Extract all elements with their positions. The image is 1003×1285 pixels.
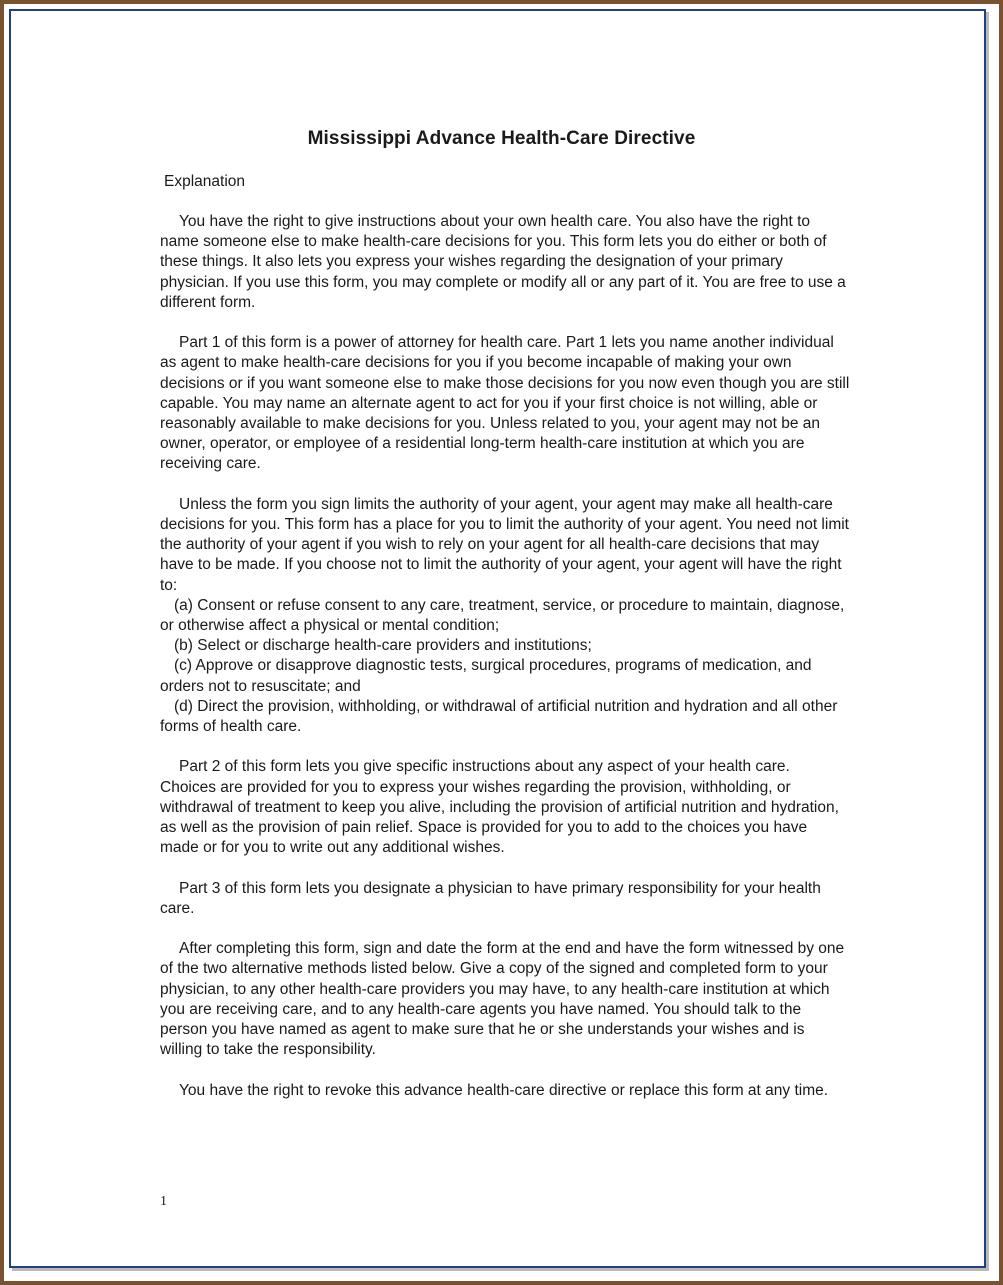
paragraph-agent-authority: Unless the form you sign limits the authority of your agent, your agent may make all health-care decisions for you. This form has a place for you to limit the authority of your agent. You need not limit the authority of your agent if you wish to rely on your agent for all health-care decisions that may have to be made. If you choose not to limit the authority of your agent, your agent will have the right to: bbox=[160, 495, 849, 594]
paragraph-part-3: Part 3 of this form lets you designate a physician to have primary responsibility for your health care. bbox=[160, 879, 821, 917]
agent-right-a: (a) Consent or refuse consent to any care, treatment, service, or procedure to maintain, diagnose, or otherwise affect a physical or mental condition; bbox=[160, 596, 845, 635]
paragraph-part-1: Part 1 of this form is a power of attorney for health care. Part 1 lets you name another individual as agent to make health-care decisions for you if you become incapable of making your own decisions or if you want someone else to make those decisions for you now even though you are still capable. You may name an alternate agent to act for you if your first choice is not willing, able or reasonably available to make decisions for you. Unless related to you, your agent may not be an owner, operator, or employee of a residential long-term health-care institution at which you are receiving care. bbox=[160, 334, 850, 473]
agent-right-b: (b) Select or discharge health-care providers and institutions; bbox=[174, 637, 592, 655]
agent-right-c: (c) Approve or disapprove diagnostic tests, surgical procedures, programs of medication, and orders not to resuscitate; and bbox=[160, 657, 812, 695]
section-heading: Explanation bbox=[164, 173, 246, 190]
document-body bbox=[160, 212, 850, 1121]
paragraph-completion: After completing this form, sign and date the form at the end and have the form witnessed by one of the two alternative methods listed below. Give a copy of the signed and completed form to your physician, to any other health-care providers you may have, to any health-care institution at which you are receiving care, and to any health-care agents you have named. You should talk to the person you have named as agent to make sure that he or she understands your wishes and is willing to take the responsibility. bbox=[160, 940, 845, 1059]
page-number: 1 bbox=[160, 1194, 167, 1209]
paragraph-revoke: You have the right to revoke this advance health-care directive or replace this form at any time. bbox=[179, 1081, 829, 1099]
document-title: Mississippi Advance Health-Care Directive bbox=[307, 128, 696, 149]
paragraph-rights-intro: You have the right to give instructions about your own health care. You also have the right to name someone else to make health-care decisions for you. This form lets you do either or both of these things. It also lets you express your wishes regarding the designation of your primary physician. If you use this form, you may complete or modify all or any part of it. You are free to use a different form. bbox=[160, 213, 846, 311]
paragraph-part-2: Part 2 of this form lets you give specific instructions about any aspect of your health care. Choices are provided for you to express your wishes regarding the provision, withholding, or withdrawal of treatment to keep you alive, including the provision of artificial nutrition and hydration, as well as the provision of pain relief. Space is provided for you to add to the choices you have made or for you to write out any additional wishes. bbox=[160, 758, 839, 857]
agent-right-d: (d) Direct the provision, withholding, or withdrawal of artificial nutrition and hydration and all other forms of health care. bbox=[160, 697, 838, 736]
